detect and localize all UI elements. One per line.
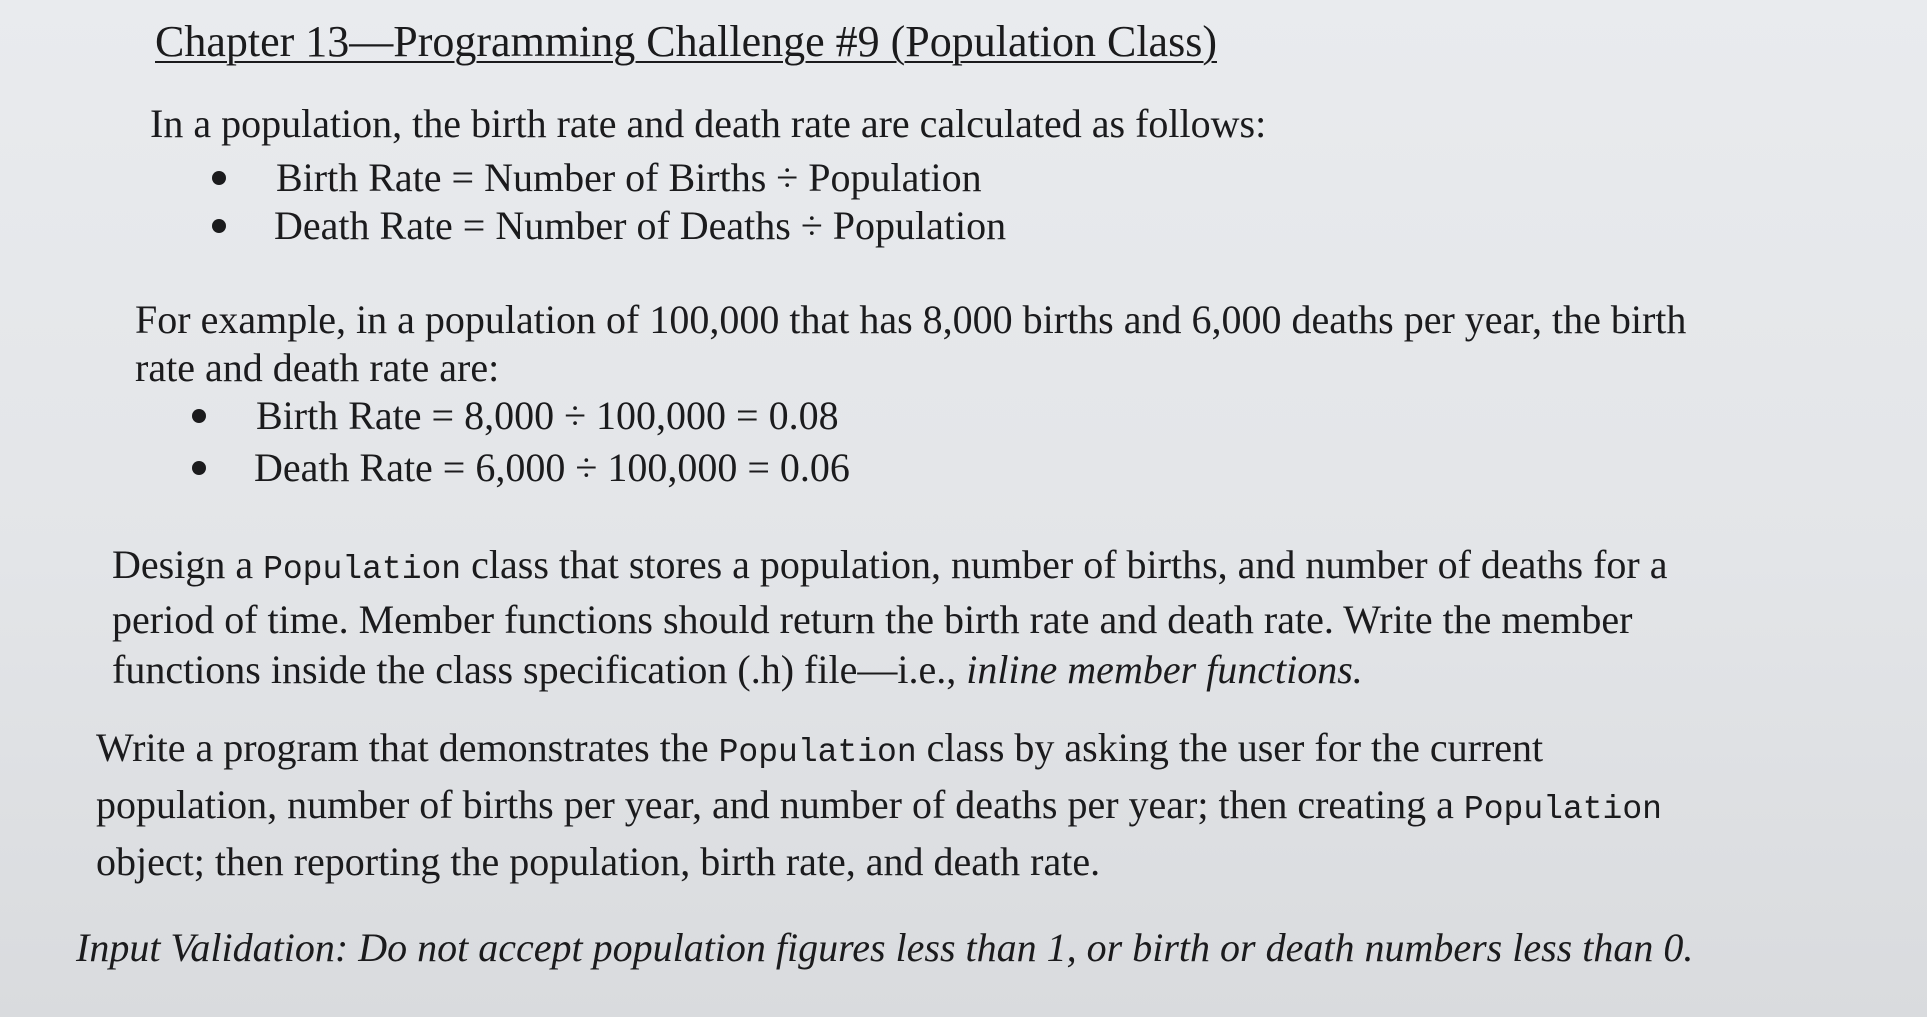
birth-rate-example: Birth Rate = 8,000 ÷ 100,000 = 0.08 bbox=[256, 393, 839, 438]
death-rate-example: Death Rate = 6,000 ÷ 100,000 = 0.06 bbox=[254, 445, 850, 490]
bullet-icon bbox=[192, 409, 206, 423]
program-paragraph bbox=[96, 722, 1662, 888]
intro-paragraph: In a population, the birth rate and death rate are calculated as follows: bbox=[150, 101, 1267, 146]
example-result-list bbox=[192, 392, 1092, 492]
list-item bbox=[192, 392, 1092, 444]
design-text: functions inside the class specification (.h) file—i.e., bbox=[112, 647, 967, 692]
bullet-icon bbox=[192, 461, 206, 475]
birth-rate-formula: Birth Rate = Number of Births ÷ Population bbox=[276, 155, 982, 200]
class-name-code: Population bbox=[1463, 791, 1662, 828]
bullet-icon bbox=[212, 219, 226, 233]
program-line bbox=[96, 722, 1662, 779]
death-rate-formula: Death Rate = Number of Deaths ÷ Population bbox=[274, 203, 1007, 248]
input-validation-note: Input Validation: Do not accept population figures less than 1, or birth or death numbers less than 0. bbox=[76, 925, 1694, 970]
program-line: object; then reporting the population, birth rate, and death rate. bbox=[96, 839, 1101, 884]
inline-functions-emphasis: inline member functions. bbox=[966, 647, 1363, 692]
program-text: population, number of births per year, and number of deaths per year; then creating a bbox=[96, 782, 1464, 827]
example-line: rate and death rate are: bbox=[135, 345, 500, 390]
design-line bbox=[112, 540, 1668, 595]
design-line: period of time. Member functions should return the birth rate and death rate. Write the member bbox=[112, 597, 1633, 642]
list-item bbox=[212, 202, 1112, 250]
example-paragraph bbox=[135, 296, 1686, 392]
program-text: class by asking the user for the current bbox=[916, 725, 1544, 770]
design-text: class that stores a population, number of births, and number of deaths for a bbox=[461, 542, 1668, 587]
class-name-code: Population bbox=[718, 734, 917, 771]
program-text: Write a program that demonstrates the bbox=[96, 725, 719, 770]
list-item bbox=[212, 154, 1112, 202]
page-title: Chapter 13—Programming Challenge #9 (Population Class) bbox=[155, 17, 1217, 66]
example-line: For example, in a population of 100,000 that has 8,000 births and 6,000 deaths per year, the birth bbox=[135, 297, 1687, 342]
bullet-icon bbox=[212, 171, 226, 185]
design-line bbox=[112, 645, 1668, 695]
formula-list bbox=[212, 154, 1112, 250]
class-name-code: Population bbox=[263, 551, 462, 588]
program-line bbox=[96, 779, 1662, 836]
list-item bbox=[192, 444, 1092, 492]
design-text: Design a bbox=[112, 542, 264, 587]
design-paragraph bbox=[112, 540, 1668, 695]
